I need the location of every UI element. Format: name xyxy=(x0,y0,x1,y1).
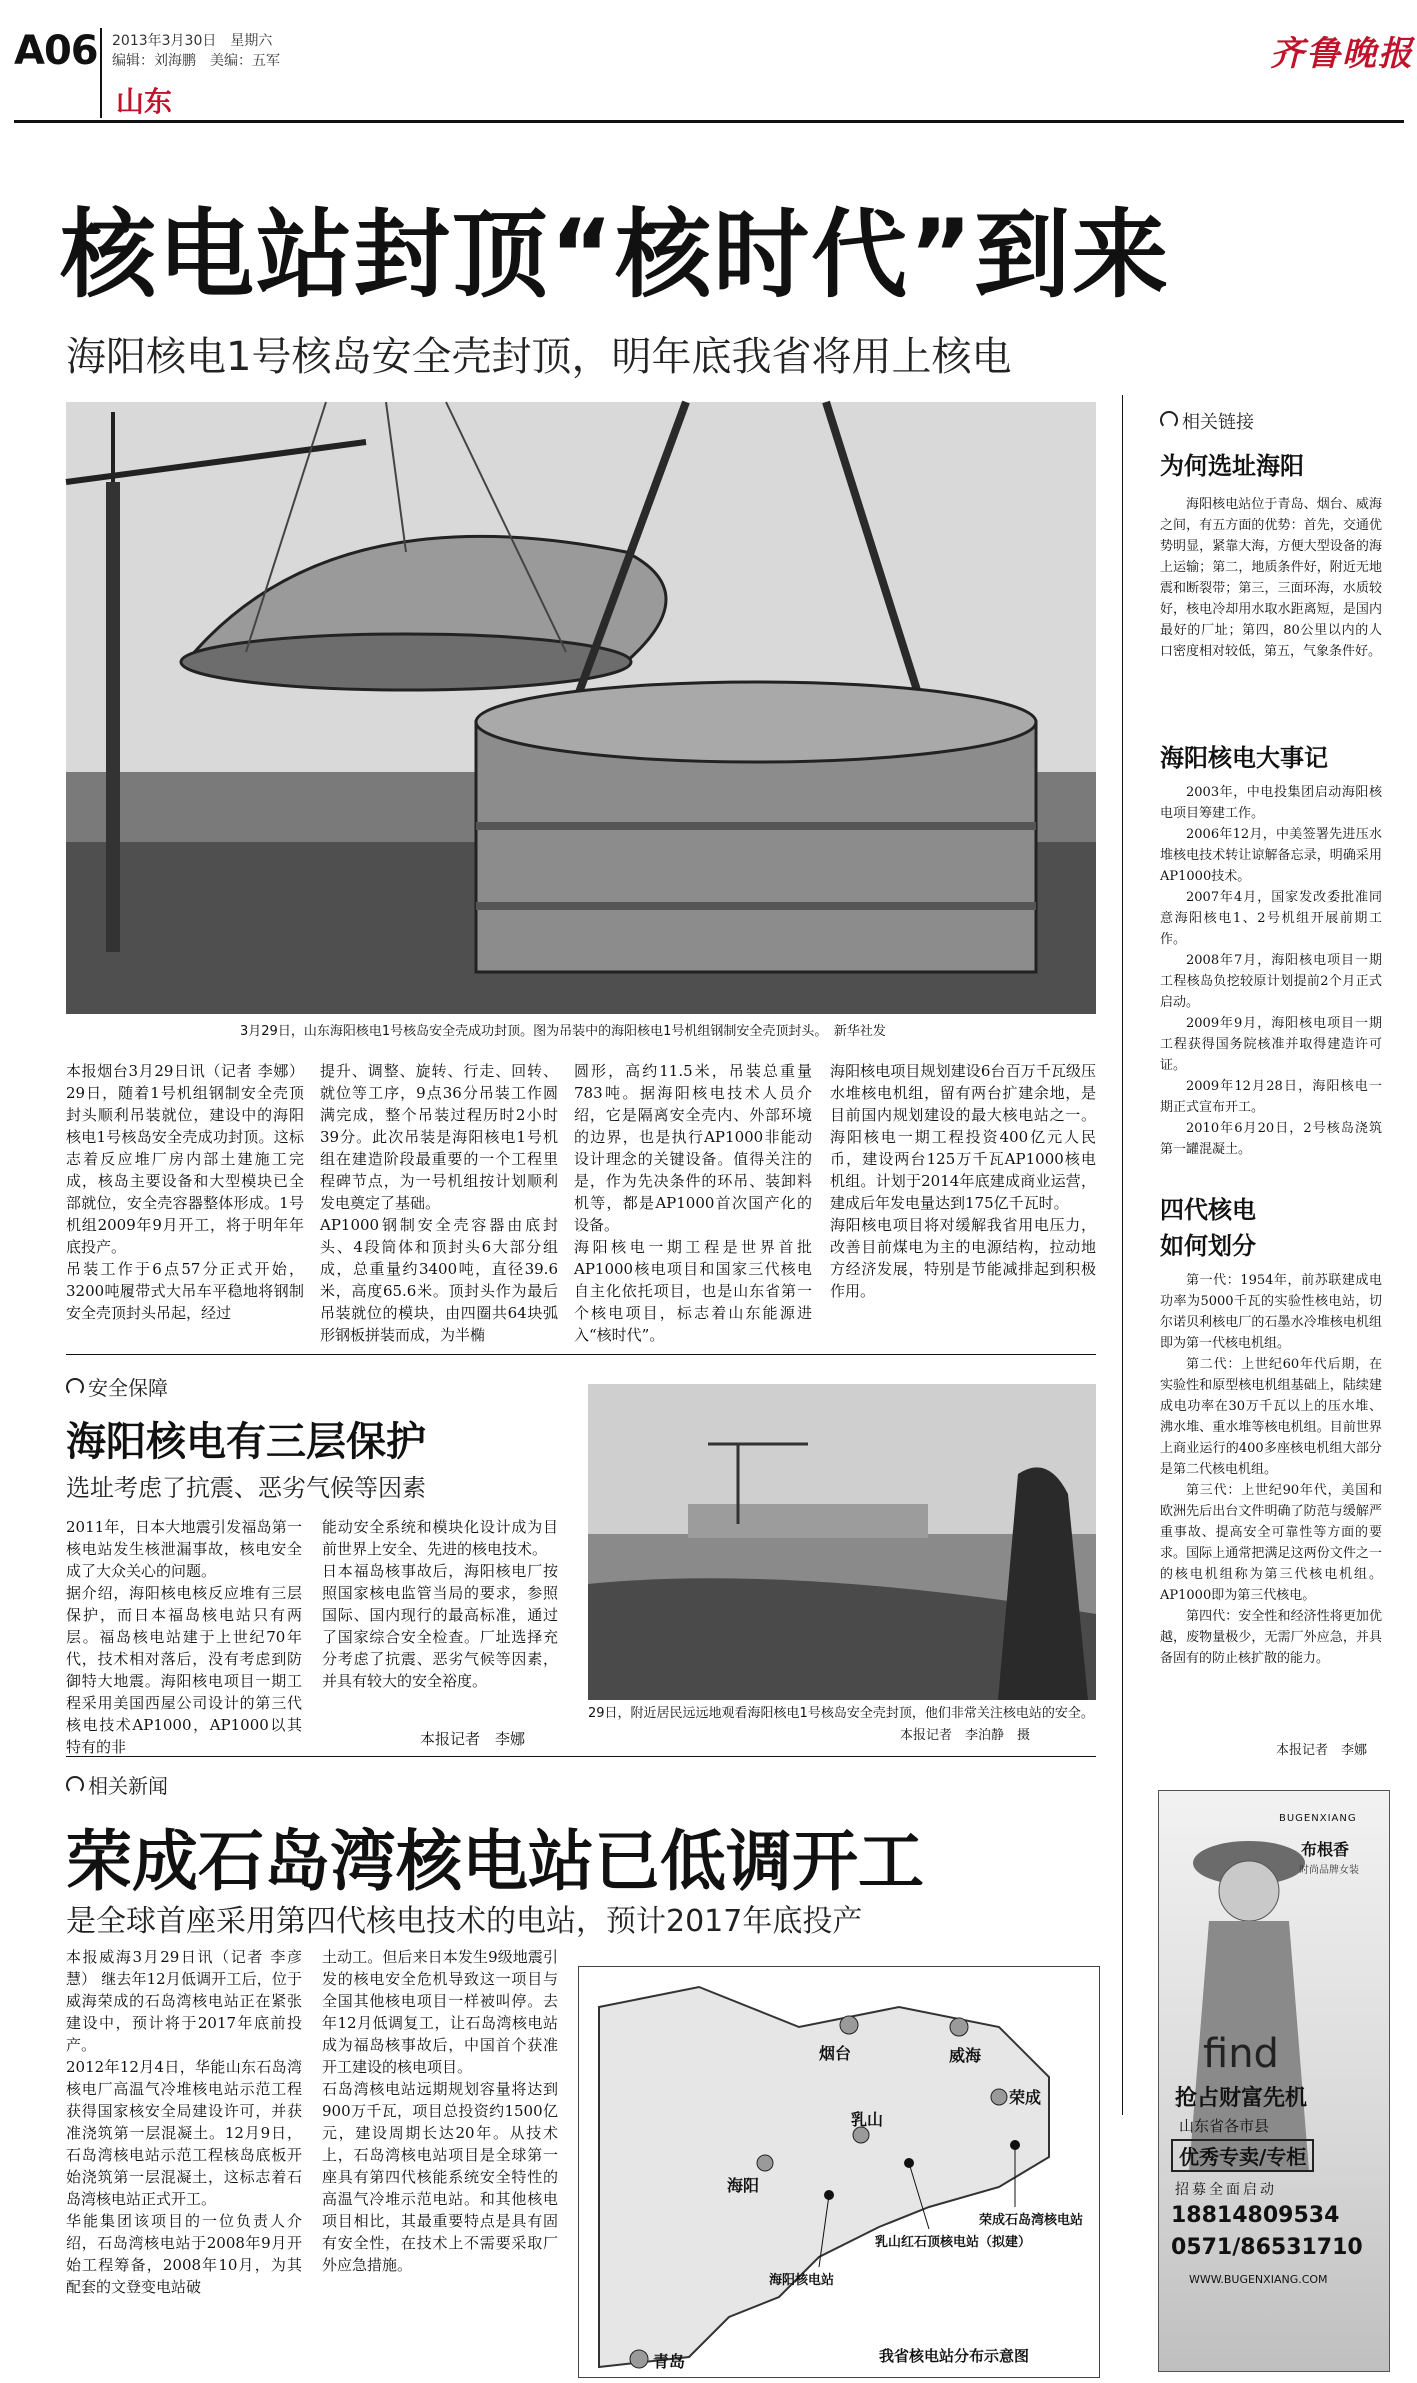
ad-region: 山东省各市县 xyxy=(1179,2117,1270,2135)
lead-col-2: 提升、调整、旋转、行走、回转、就位等工序，9点36分吊装工作圆满完成，整个吊装过程历时2小时39分。此次吊装是海阳核电1号机组在建造阶段最重要的一个工程里程碑节点，为一号机组按计划顺利发电奠定了基础。 AP1000钢制安全壳容器由底封头、4段筒体和顶封头6大部分组成，总重量约3400吨，直径39.6米，高度65.6米。顶封头作为最后吊装就位的模块，由四圈共64块弧形钢板拼装而成，为半椭 xyxy=(320,1062,558,1344)
safety-byline: 本报记者 李娜 xyxy=(420,1730,526,1748)
sidebar-tag xyxy=(1160,408,1254,434)
header-bottom-rule xyxy=(14,120,1404,123)
map-city-rushan: 乳山 xyxy=(851,2110,884,2129)
map-city-weihai: 威海 xyxy=(949,2046,982,2065)
tag-circle-icon xyxy=(66,1378,84,1396)
safety-photo xyxy=(588,1384,1096,1700)
yantai-marker xyxy=(840,2016,858,2034)
editor-line: 编辑：刘海鹏 美编：五军 xyxy=(112,53,280,69)
event-item: 2006年12月，中美签署先进压水堆核电技术转让谅解备忘录，明确采用AP1000技术。 xyxy=(1160,827,1382,884)
lead-col-1: 本报烟台3月29日讯（记者 李娜） 29日，随着1号机组钢制安全壳顶封头顺利吊装就位，建设中的海阳核电1号核岛安全壳成功封顶。这标志着反应堆厂房内部土建施工完成，核岛主要设备和大型模块已全部就位，安全壳容器整体形成。1号机组2009年9月开工，将于明年年底投产。 吊装工作于6点57分正式开始，3200吨履带式大吊车平稳地将钢制安全壳顶封头吊起，经过 xyxy=(66,1062,304,1322)
ad-offer: 优秀专卖/专柜 xyxy=(1171,2139,1314,2172)
safety-photo-caption: 29日，附近居民远远地观看海阳核电1号核岛安全壳封顶，他们非常关注核电站的安全。 xyxy=(588,1706,1094,1721)
map-city-haiyang: 海阳 xyxy=(727,2176,760,2195)
news-tag-label: 相关新闻 xyxy=(88,1774,168,1798)
news-top-rule xyxy=(66,1756,1096,1757)
sidebar-events xyxy=(1160,782,1382,1160)
event-item: 2009年9月，海阳核电项目一期工程获得国务院核准并取得建造许可证。 xyxy=(1160,1016,1382,1073)
gen-item: 第一代：1954年，前苏联建成电功率为5000千瓦的实验性核电站，切尔诺贝利核电厂的石墨水冷堆核电机组即为第一代核电机组。 xyxy=(1160,1273,1382,1351)
map-city-rongcheng: 荣成 xyxy=(1009,2088,1042,2107)
section-label: 山东 xyxy=(116,85,173,118)
sidebar-gens xyxy=(1160,1270,1382,1669)
map-title: 我省核电站分布示意图 xyxy=(879,2347,1030,2365)
safety-top-rule xyxy=(66,1354,1096,1355)
ad-find: find xyxy=(1203,2031,1279,2077)
ad-website: WWW.BUGENXIANG.COM xyxy=(1189,2273,1328,2286)
ad-recruit: 招募全面启动 xyxy=(1175,2182,1277,2198)
ad-tagline: 时尚品牌女装 xyxy=(1299,1865,1359,1876)
safety-subhead: 选址考虑了抗震、恶劣气候等因素 xyxy=(66,1474,426,1502)
rongcheng-marker xyxy=(991,2089,1007,2105)
lead-headline: 核电站封顶“核时代”到来 xyxy=(60,199,1171,311)
gen-item: 第四代：安全性和经济性将更加优越，废物量极少，无需厂外应急，并具备固有的防止核扩散的能力。 xyxy=(1160,1609,1382,1666)
date-line: 2013年3月30日 星期六 xyxy=(112,33,273,49)
news-subhead: 是全球首座采用第四代核电技术的电站，预计2017年底投产 xyxy=(66,1904,863,1939)
qingdao-marker xyxy=(630,2350,648,2368)
safety-tag-label: 安全保障 xyxy=(88,1376,168,1400)
ad-slogan: 抢占财富先机 xyxy=(1175,2086,1308,2111)
safety-photo-byline: 本报记者 李泊静 摄 xyxy=(900,1728,1031,1743)
sidebar-why-text: 海阳核电站位于青岛、烟台、威海之间，有五方面的优势：首先，交通优势明显，紧靠大海，方便大型设备的海上运输；第二，地质条件好，附近无地震和断裂带；第三，三面环海，水质较好，核电冷却用水取水距离短，是国内最好的厂址；第四，80公里以内的人口密度相对较低，第五，气象条件好。 xyxy=(1160,497,1382,659)
sidebar-heading-gens-2: 如何划分 xyxy=(1160,1232,1256,1260)
event-item: 2003年，中电投集团启动海阳核电项目筹建工作。 xyxy=(1160,785,1382,821)
event-item: 2010年6月20日，2号核岛浇筑第一罐混凝土。 xyxy=(1160,1121,1382,1157)
gen-item: 第三代：上世纪90年代，美国和欧洲先后出台文件明确了防范与缓解严重事故、提高安全可靠性等方面的要求。国际上通常把满足这两份文件之一的核电机组称为第三代核电机组。AP1000即为第三代核电。 xyxy=(1160,1483,1382,1603)
lead-col-3: 圆形，高约11.5米，吊装总重量783吨。据海阳核电技术人员介绍，它是隔离安全壳内、外部环境的边界，也是执行AP1000非能动设计理念的关键设备。值得关注的是，作为先决条件的环吊、装卸料机等，都是AP1000首次国产化的设备。 海阳核电一期工程是世界首批AP1000核电项目和国家三代核电自主化依托项目，也是山东省第一个核电项目，标志着山东能源进入“核时代”。 xyxy=(574,1062,812,1344)
ad-phone-2: 0571/86531710 xyxy=(1171,2235,1363,2260)
tag-circle-icon xyxy=(66,1776,84,1794)
news-tag xyxy=(66,1770,168,1799)
news-col-2: 土动工。但后来日本发生9级地震引发的核电安全危机导致这一项目与全国其他核电项目一样被叫停。去年12月低调复工，让石岛湾核电站成为福岛核事故后，中国首个获准开工建设的核电项目。 石岛湾核电站远期规划容量将达到900万千瓦，项目总投资约1500亿元，建设周期长达20年。从技术上，石岛湾核电站项目是全球第一座具有第四代核能系统安全特性的高温气冷堆示范电站。和其他核电项目相比，其最重要特点是具有固有安全性，在技术上不需要采取厂外应急措施。 xyxy=(322,1948,558,2274)
lead-col-4: 海阳核电项目规划建设6台百万千瓦级压水堆核电机组，留有两台扩建余地，是目前国内规划建设的最大核电站之一。海阳核电一期工程投资400亿元人民币，建设两台125万千瓦AP1000核电机组。计划于2014年底建成商业运营，建成后年发电量达到175亿千瓦时。 海阳核电项目将对缓解我省用电压力，改善目前煤电为主的电源结构，拉动地方经济发展，特别是节能减排起到积极作用。 xyxy=(830,1062,1096,1300)
header-vertical-rule xyxy=(100,28,102,118)
ad-brand: 布根香 xyxy=(1301,1840,1350,1859)
lead-photo xyxy=(66,402,1096,1014)
ad-brand-latin: BUGENXIANG xyxy=(1279,1813,1357,1824)
gen-item: 第二代：上世纪60年代后期，在实验性和原型核电机组基础上，陆续建成电功率在30万千瓦以上的压水堆、沸水堆、重水堆等核电机组。目前世界上商业运行的400多座核电机组大部分是第二代核电机组。 xyxy=(1160,1357,1382,1477)
safety-photo-illustration xyxy=(588,1384,1096,1700)
haiyang-marker xyxy=(757,2155,773,2171)
sidebar-byline: 本报记者 李娜 xyxy=(1276,1743,1368,1758)
safety-col-1: 2011年，日本大地震引发福岛第一核电站发生核泄漏事故，核电安全成了大众关心的问题。 据介绍，海阳核电核反应堆有三层保护，而日本福岛核电站只有两层。福岛核电站建于上世纪70年代，技术相对落后，没有考虑到防御特大地震。海阳核电项目一期工程采用美国西屋公司设计的第三代核电技术AP1000，AP1000以其特有的非 xyxy=(66,1518,302,1756)
safety-headline: 海阳核电有三层保护 xyxy=(66,1419,426,1465)
map-station-rushan: 乳山红石顶核电站（拟建） xyxy=(875,2235,1032,2250)
tag-circle-icon xyxy=(1160,411,1178,429)
event-item: 2007年4月，国家发改委批准同意海阳核电1、2号机组开展前期工作。 xyxy=(1160,890,1382,947)
sidebar-heading-events: 海阳核电大事记 xyxy=(1160,744,1328,772)
event-item: 2008年7月，海阳核电项目一期工程核岛负挖较原计划提前2个月正式启动。 xyxy=(1160,953,1382,1010)
news-col-1: 本报威海3月29日讯（记者 李彦慧） 继去年12月低调开工后，位于威海荣成的石岛湾核电站正在紧张建设中，预计将于2017年底前投产。 2012年12月4日，华能山东石岛湾核电厂高温气冷堆核电站示范工程获得国家核安全局建设许可，并获准浇筑第一层混凝土。12月9日，石岛湾核电站示范工程核岛底板开始浇筑第一层混凝土，这标志着石岛湾核电站正式开工。 华能集团该项目的一位负责人介绍，石岛湾核电站于2008年9月开始工程筹备，2008年10月，为其配套的文登变电站破 xyxy=(66,1948,302,2296)
safety-col-2: 能动安全系统和模块化设计成为目前世界上安全、先进的核电技术。 日本福岛核事故后，海阳核电厂按照国家核电监管当局的要求，参照国际、国内现行的最高标准，通过了国家综合安全检查。厂址选择充分考虑了抗震、恶劣气候等因素，并具有较大的安全裕度。 xyxy=(322,1518,558,1690)
sidebar-heading-why: 为何选址海阳 xyxy=(1160,452,1304,480)
news-headline: 荣成石岛湾核电站已低调开工 xyxy=(66,1823,924,1900)
station-map-drawing xyxy=(579,1967,1099,2377)
map-city-qingdao: 青岛 xyxy=(653,2352,686,2371)
lead-photo-caption: 3月29日，山东海阳核电1号核岛安全壳成功封顶。图为吊装中的海阳核电1号机组钢制安全壳顶封头。 新华社发 xyxy=(240,1024,886,1039)
lead-photo-illustration xyxy=(66,402,1096,1014)
map-station-rongcheng: 荣成石岛湾核电站 xyxy=(979,2213,1084,2228)
sidebar-divider xyxy=(1122,395,1123,2115)
safety-tag xyxy=(66,1372,168,1401)
map-station-haiyang: 海阳核电站 xyxy=(769,2273,835,2288)
lead-subhead: 海阳核电1号核岛安全壳封顶，明年底我省将用上核电 xyxy=(66,334,1012,380)
station-map xyxy=(578,1966,1100,2378)
weihai-marker xyxy=(950,2018,968,2036)
ad-phone-1: 18814809534 xyxy=(1171,2203,1340,2228)
sidebar-heading-gens-1: 四代核电 xyxy=(1160,1196,1256,1224)
sidebar-tag-label: 相关链接 xyxy=(1182,412,1254,433)
event-item: 2009年12月28日，海阳核电一期正式宣布开工。 xyxy=(1160,1079,1382,1115)
page-number: A06 xyxy=(14,28,98,74)
map-city-yantai: 烟台 xyxy=(819,2044,852,2063)
advertisement[interactable] xyxy=(1158,1790,1390,2372)
paper-logo: 齐鲁晚报 xyxy=(1270,34,1414,74)
